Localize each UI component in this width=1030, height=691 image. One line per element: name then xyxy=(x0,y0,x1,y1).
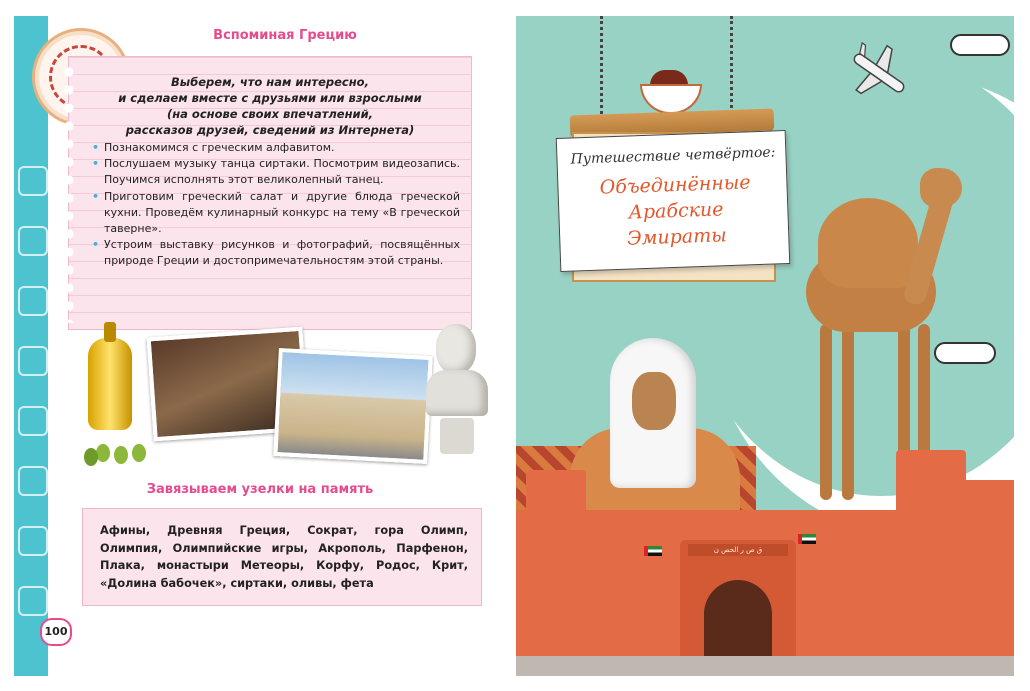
plan-list xyxy=(90,140,460,270)
bust-pedestal xyxy=(440,418,474,454)
list-item-text: Познакомимся с греческим алфавитом. xyxy=(104,141,335,154)
bottle-neck xyxy=(104,322,116,342)
uae-flag-icon xyxy=(798,534,816,544)
intro-line: и сделаем вместе с друзьями или взрослыми xyxy=(118,91,422,105)
uae-flag-icon xyxy=(644,546,662,556)
intro-line: рассказов друзей, сведений из Интернета) xyxy=(125,123,415,137)
house-icon xyxy=(18,226,48,256)
right-page xyxy=(516,16,1014,676)
bullet-icon: • xyxy=(92,189,100,203)
country-title-line: Эмираты xyxy=(626,224,728,250)
bullet-icon: • xyxy=(92,141,100,154)
page-number: 100 xyxy=(40,618,72,646)
bullet-icon: • xyxy=(92,157,100,171)
bullet-icon: • xyxy=(92,238,100,252)
sign-chain xyxy=(600,16,607,120)
fort-tower xyxy=(526,470,586,530)
car-icon xyxy=(18,286,48,316)
bicycle-icon xyxy=(18,166,48,196)
bust-head xyxy=(436,324,476,374)
list-item-text: Устроим выставку рисунков и фотографий, посвящённых природе Греции и достопримечательностям этой страны. xyxy=(104,238,460,268)
sign-chain xyxy=(730,16,737,120)
bus-icon xyxy=(18,406,48,436)
fort-tower xyxy=(956,480,1014,530)
olives-image xyxy=(58,414,158,466)
intro-line: (на основе своих впечатлений, xyxy=(166,107,374,121)
side-decor-strip xyxy=(14,16,48,676)
camel-leg xyxy=(820,324,832,500)
list-item xyxy=(90,156,460,188)
socrates-bust-image xyxy=(426,320,488,460)
olive xyxy=(84,448,98,466)
country-title-line: Арабские xyxy=(628,198,724,224)
country-title xyxy=(575,169,778,254)
house-icon xyxy=(18,526,48,556)
face xyxy=(632,372,676,430)
cloud-icon xyxy=(950,34,1010,56)
olive xyxy=(96,444,110,462)
list-item-text: Приготовим греческий салат и другие блюда греческой кухни. Проведём кулинарный конкурс на тему «В греческой таверне». xyxy=(104,189,460,236)
intro-line: Выберем, что нам интересно, xyxy=(171,75,369,89)
knots-text: Афины, Древняя Греция, Сократ, гора Олимп, Олимпия, Олимпийские игры, Акрополь, Парфенон, Плака, монастыри Метеоры, Корфу, Родос, Крит, «Долина бабочек», сиртаки, оливы, фета xyxy=(100,524,468,590)
list-item xyxy=(90,140,460,156)
camel-head xyxy=(920,168,962,208)
bicycle-icon xyxy=(18,586,48,616)
airplane-icon xyxy=(842,38,916,108)
gate-sign: ق ص ر الحص ن xyxy=(688,544,788,556)
list-item-text: Послушаем музыку танца сиртаки. Посмотрим видеозапись. Поучимся исполнять этот великолепный танец. xyxy=(104,157,460,187)
balloon-icon xyxy=(18,346,48,376)
camel-hump xyxy=(818,198,918,288)
list-item xyxy=(90,189,460,238)
country-title-line: Объединённые xyxy=(599,171,751,199)
list-item xyxy=(90,237,460,269)
olive xyxy=(114,446,128,464)
knots-title: Завязываем узелки на память xyxy=(146,482,374,497)
olive xyxy=(132,444,146,462)
car-icon xyxy=(18,466,48,496)
sheikh-illustration xyxy=(570,338,740,538)
section-title: Вспоминая Грецию xyxy=(213,28,357,43)
fort-gate xyxy=(680,540,796,670)
road xyxy=(516,656,1014,676)
athens-parliament-photo xyxy=(273,348,432,464)
camel-leg xyxy=(842,324,854,500)
notebook-intro xyxy=(70,74,470,138)
bust-body xyxy=(426,370,488,416)
dates-bowl-image xyxy=(640,66,698,110)
journey-label: Путешествие четвёртое: xyxy=(570,144,776,168)
bowl xyxy=(640,84,702,114)
